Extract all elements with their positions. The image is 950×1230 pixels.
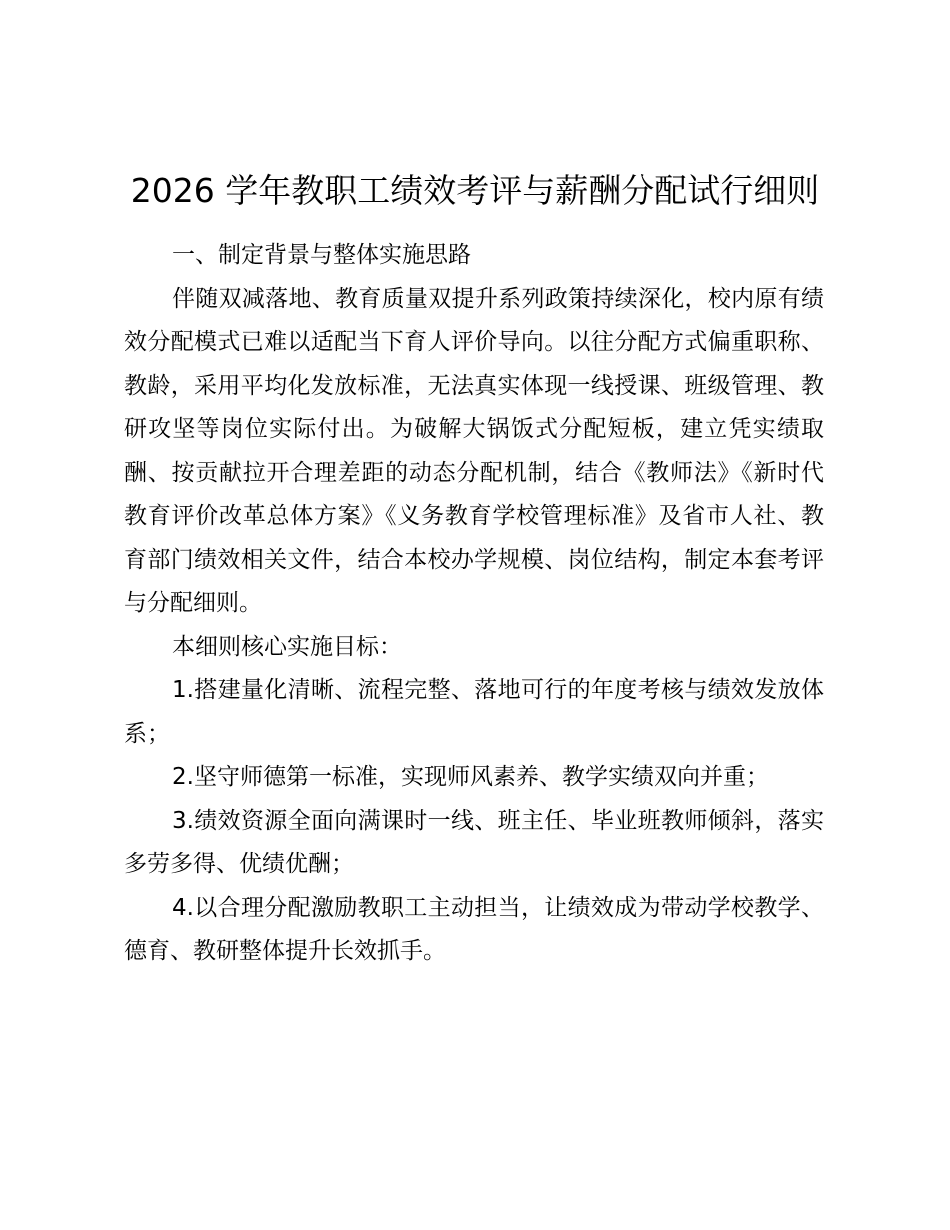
goal-item: 1.搭建量化清晰、流程完整、落地可行的年度考核与绩效发放体系； <box>124 677 824 747</box>
goal-item: 3.绩效资源全面向满课时一线、班主任、毕业班教师倾斜，落实多劳多得、优绩优酬； <box>124 807 824 877</box>
goal-item: 4.以合理分配激励教职工主动担当，让绩效成为带动学校教学、德育、教研整体提升长效抓手。 <box>124 894 824 964</box>
document-title: 2026 学年教职工绩效考评与薪酬分配试行细则 <box>130 171 820 210</box>
goals-intro: 本细则核心实施目标： <box>172 633 402 660</box>
goal-item: 2.坚守师德第一标准，实现师风素养、教学实绩双向并重； <box>172 764 769 790</box>
document-body <box>124 234 824 974</box>
section-heading: 一、制定背景与整体实施思路 <box>172 242 471 268</box>
background-paragraph: 伴随双减落地、教育质量双提升系列政策持续深化，校内原有绩效分配模式已难以适配当下育人评价导向。以往分配方式偏重职称、教龄，采用平均化发放标准，无法真实体现一线授课、班级管理、教研攻坚等岗位实际付出。为破解大锅饭式分配短板，建立凭实绩取酬、按贡献拉开合理差距的动态分配机制，结合《教师法》《新时代教育评价改革总体方案》《义务教育学校管理标准》及省市人社、教育部门绩效相关文件，结合本校办学规模、岗位结构，制定本套考评与分配细则。 <box>124 285 824 616</box>
